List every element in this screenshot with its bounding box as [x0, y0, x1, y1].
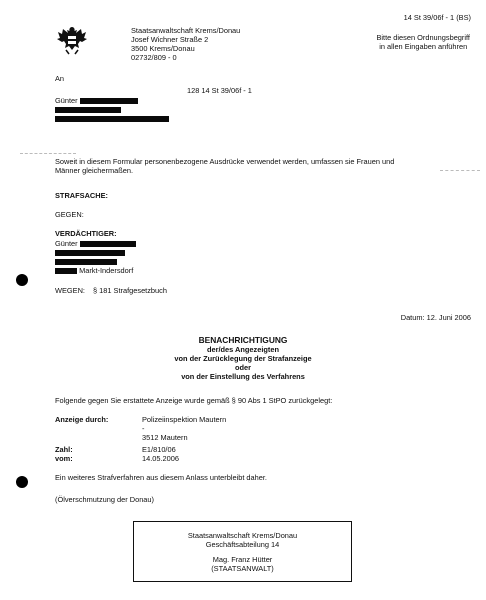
zahl-value: E1/810/06 — [142, 445, 176, 454]
vom-label: vom: — [55, 454, 73, 463]
wegen-value: § 181 Strafgesetzbuch — [93, 286, 167, 295]
suspect-name: Günter — [55, 239, 78, 248]
document-date: Datum: 12. Juni 2006 — [400, 313, 471, 322]
office-city: 3500 Krems/Donau — [131, 44, 195, 54]
suspect-block — [55, 239, 136, 275]
office-name: Staatsanwaltschaft Krems/Donau — [131, 26, 241, 35]
gender-note: Soweit in diesem Formular personenbezogene Ausdrücke verwendet werden, umfassen sie Frauen und Männer gleichermaßen. — [55, 157, 395, 176]
redaction-bar — [80, 98, 138, 104]
punch-hole — [16, 476, 28, 488]
recipient-block — [55, 96, 169, 123]
redaction-bar — [55, 259, 117, 265]
reference-note: Bitte diesen Ordnungsbegriff in allen Eingaben anführen — [376, 33, 470, 52]
gegen-label: GEGEN: — [55, 210, 84, 219]
signature-department: Geschäftsabteilung 14 — [205, 540, 280, 550]
suspect-place: Markt-Indersdorf — [79, 266, 134, 276]
zahl-label: Zahl: — [55, 445, 73, 454]
office-address-block — [131, 26, 240, 62]
reference-number: 128 14 St 39/06f - 1 — [187, 86, 252, 95]
redaction-bar — [55, 250, 125, 256]
office-phone: 02732/809 - 0 — [131, 53, 177, 63]
austrian-eagle-emblem — [55, 24, 89, 56]
anzeige-value: Polizeiinspektion Mautern - 3512 Mautern — [142, 415, 227, 443]
reason-text: (Ölverschmutzung der Donau) — [55, 495, 154, 504]
vom-value: 14.05.2006 — [142, 454, 179, 463]
redaction-bar — [80, 241, 136, 247]
punch-hole — [16, 274, 28, 286]
wegen-label: WEGEN: — [55, 286, 85, 295]
intro-text: Folgende gegen Sie erstattete Anzeige wurde gemäß § 90 Abs 1 StPO zurückgelegt: — [55, 396, 333, 405]
notification-title: BENACHRICHTIGUNG der/des Angezeigten von der Zurücklegung der Strafanzeige oder von der Einstellung des Verfahrens — [143, 335, 343, 381]
signature-box — [133, 521, 352, 582]
an-label: An — [55, 74, 65, 83]
verdaechtiger-label: VERDÄCHTIGER: — [55, 229, 117, 238]
office-street: Josef Wichner Straße 2 — [131, 35, 209, 45]
strafsache-label: STRAFSACHE: — [55, 191, 108, 200]
divider-line — [440, 170, 480, 171]
signature-office: Staatsanwaltschaft Krems/Donau — [187, 531, 298, 540]
divider-line — [20, 153, 76, 154]
recipient-name: Günter — [55, 96, 78, 105]
title-line-1: BENACHRICHTIGUNG — [198, 335, 288, 345]
signature-title: (STAATSANWALT) — [211, 564, 274, 574]
anzeige-label: Anzeige durch: — [55, 415, 109, 424]
case-reference: 14 St 39/06f - 1 (BS) — [403, 13, 471, 22]
redaction-bar — [55, 268, 77, 274]
signature-name: Mag. Franz Hütter — [212, 555, 273, 565]
no-further-proceedings: Ein weiteres Strafverfahren aus diesem Anlass unterbleibt daher. — [55, 473, 267, 482]
redaction-bar — [55, 116, 169, 122]
redaction-bar — [55, 107, 121, 113]
